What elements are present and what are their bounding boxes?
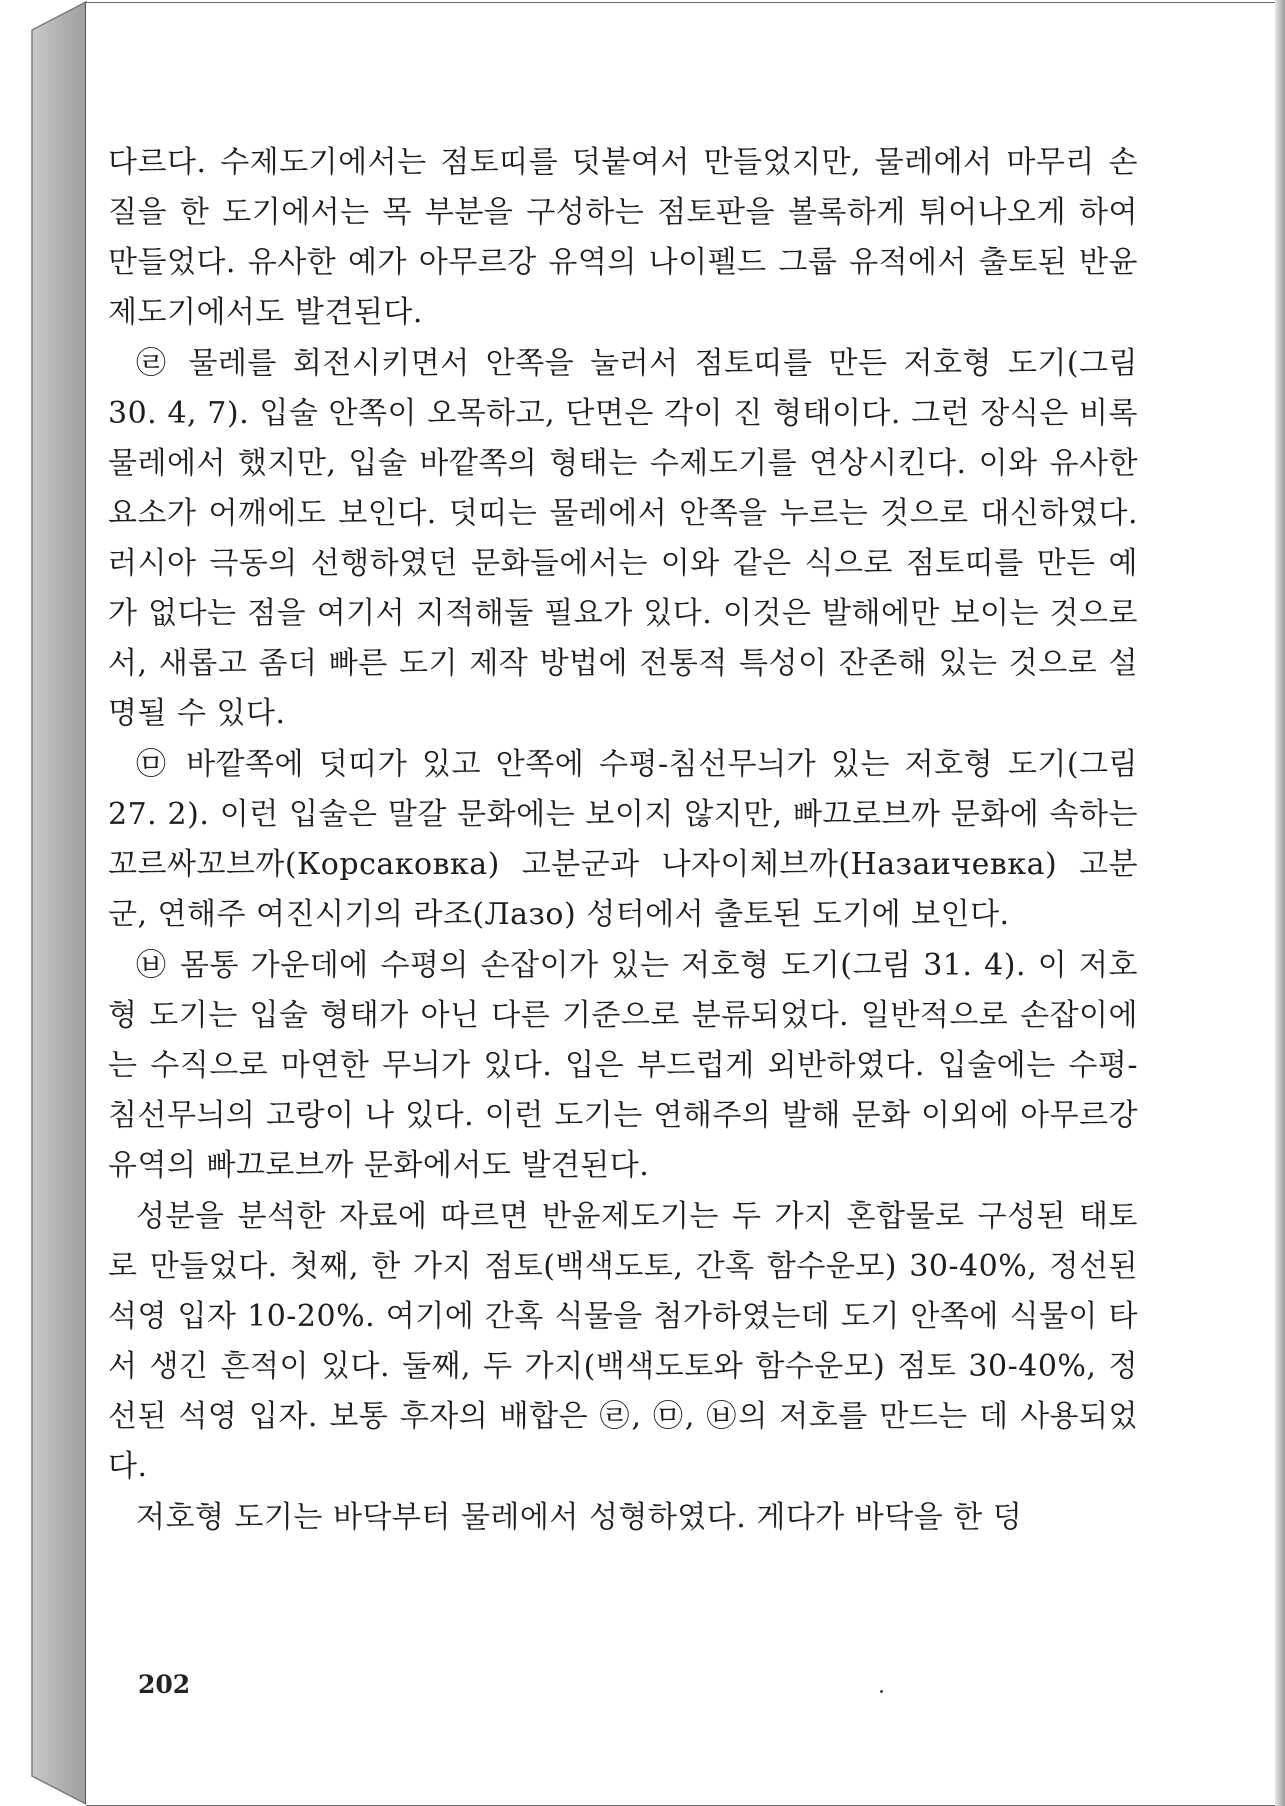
paragraph-2: ㉣ 물레를 회전시키면서 안쪽을 눌러서 점토띠를 만든 저호형 도기(그림 30. 4, 7). 입술 안쪽이 오목하고, 단면은 각이 진 형태이다. 그런 장식은 비록 물레에서 했지만, 입술 바깥쪽의 형태는 수제도기를 연상시킨다. 이와 유사한 요소가 어깨에도 보인다. 덧띠는 물레에서 안쪽을 누르는 것으로 대신하였다. 러시아 극동의 선행하였던 문화들에서는 이와 같은 식으로 점토띠를 만든 예가 없다는 점을 여기서 지적해둘 필요가 있다. 이것은 발해에만 보이는 것으로서, 새롭고 좀더 빠른 도기 제작 방법에 전통적 특성이 잔존해 있는 것으로 설명될 수 있다. <box>108 346 1138 731</box>
page-body-text <box>108 138 1138 1544</box>
book-spine <box>0 0 90 1806</box>
paragraph-4: ㉥ 몸통 가운데에 수평의 손잡이가 있는 저호형 도기(그림 31. 4). 이 저호형 도기는 입술 형태가 아닌 다른 기준으로 분류되었다. 일반적으로 손잡이에는 수직으로 마연한 무늬가 있다. 입은 부드럽게 외반하였다. 입술에는 수평-침선무늬의 고랑이 나 있다. 이런 도기는 연해주의 발해 문화 이외에 아무르강 유역의 빠끄로브까 문화에서도 발견된다. <box>108 948 1138 1183</box>
paragraph-5: 성분을 분석한 자료에 따르면 반윤제도기는 두 가지 혼합물로 구성된 태토로 만들었다. 첫째, 한 가지 점토(백색도토, 간혹 함수운모) 30-40%, 정선된 석영 입자 10-20%. 여기에 간혹 식물을 첨가하였는데 도기 안쪽에 식물이 타서 생긴 흔적이 있다. 둘째, 두 가지(백색도토와 함수운모) 점토 30-40%, 정선된 석영 입자. 보통 후자의 배합은 ㉣, ㉤, ㉥의 저호를 만드는 데 사용되었다. <box>108 1199 1138 1484</box>
paragraph-6: 저호형 도기는 바닥부터 물레에서 성형하였다. 게다가 바닥을 한 덩 <box>136 1500 1023 1535</box>
page-right-edge <box>1275 0 1285 1806</box>
page-number: 202 <box>138 1670 191 1699</box>
paragraph-3: ㉤ 바깥쪽에 덧띠가 있고 안쪽에 수평-침선무늬가 있는 저호형 도기(그림 27. 2). 이런 입술은 말갈 문화에는 보이지 않지만, 빠끄로브까 문화에 속하는 꼬르싸꼬브까(Корсаковка) 고분군과 나자이체브까(Назаичевка) 고분군, 연해주 여진시기의 라조(Лазо) 성터에서 출토된 도기에 보인다. <box>108 747 1138 932</box>
page-speck <box>880 1690 883 1693</box>
paragraph-1: 다르다. 수제도기에서는 점토띠를 덧붙여서 만들었지만, 물레에서 마무리 손질을 한 도기에서는 목 부분을 구성하는 점토판을 볼록하게 튀어나오게 하여 만들었다. 유사한 예가 아무르강 유역의 나이펠드 그룹 유적에서 출토된 반윤제도기에서도 발견된다. <box>108 145 1138 330</box>
